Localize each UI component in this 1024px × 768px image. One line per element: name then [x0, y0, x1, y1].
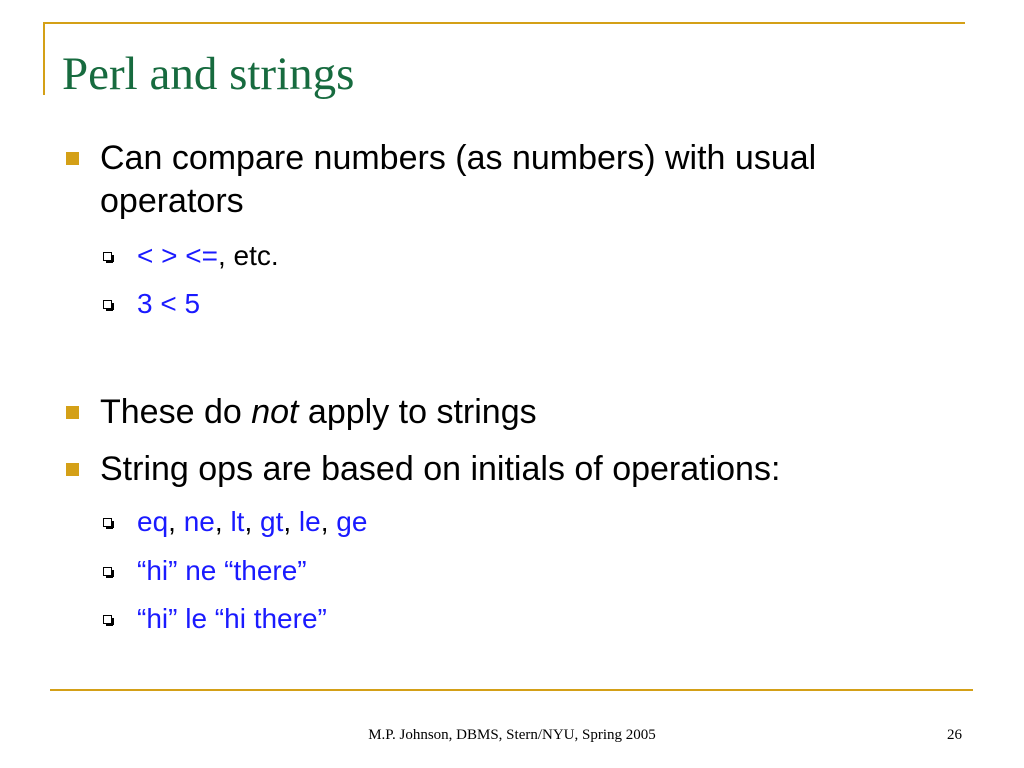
op-separator: ,: [214, 506, 231, 537]
op-separator: ,: [320, 506, 337, 537]
bullet-text-before: These do: [100, 393, 252, 431]
example-expression: “hi” ne “there”: [137, 555, 307, 586]
op-ge: ge: [336, 506, 368, 537]
square-bullet-icon: [66, 152, 79, 165]
bullet-emphasis: not: [251, 393, 299, 431]
subbullet-example-le: [137, 601, 957, 637]
bullet-text: Can compare numbers (as numbers) with usual operators: [100, 139, 817, 220]
bullet-not-strings: [100, 391, 960, 434]
bullet-compare-numbers: [100, 137, 960, 223]
hollow-square-bullet-icon: [103, 252, 112, 261]
example-expression: “hi” le “hi there”: [137, 603, 327, 634]
bullet-string-ops: [100, 448, 960, 491]
slide-title: Perl and strings: [62, 48, 355, 100]
op-ne: ne: [183, 506, 215, 537]
subbullet-operators: [137, 238, 957, 274]
op-gt: gt: [260, 506, 284, 537]
footer-text: M.P. Johnson, DBMS, Stern/NYU, Spring 2005: [368, 727, 656, 743]
subbullet-op-names: [137, 504, 957, 540]
op-le: le: [298, 506, 321, 537]
example-expression: 3 < 5: [137, 288, 201, 319]
square-bullet-icon: [66, 463, 79, 476]
operator-list-tail: , etc.: [217, 240, 279, 271]
footer-rule: [50, 689, 973, 691]
hollow-square-bullet-icon: [103, 615, 112, 624]
op-separator: ,: [244, 506, 260, 537]
op-eq: eq: [137, 506, 169, 537]
square-bullet-icon: [66, 406, 79, 419]
op-separator: ,: [283, 506, 299, 537]
subbullet-example-ne: [137, 553, 957, 589]
op-separator: ,: [168, 506, 184, 537]
hollow-square-bullet-icon: [103, 518, 112, 527]
bullet-text-after: apply to strings: [298, 393, 537, 431]
operator-list: < > <=: [137, 240, 218, 271]
op-lt: lt: [230, 506, 245, 537]
hollow-square-bullet-icon: [103, 300, 112, 309]
hollow-square-bullet-icon: [103, 567, 112, 576]
page-number: 26: [947, 727, 962, 743]
bullet-text: String ops are based on initials of operations:: [100, 450, 781, 488]
subbullet-example-numbers: [137, 286, 957, 322]
